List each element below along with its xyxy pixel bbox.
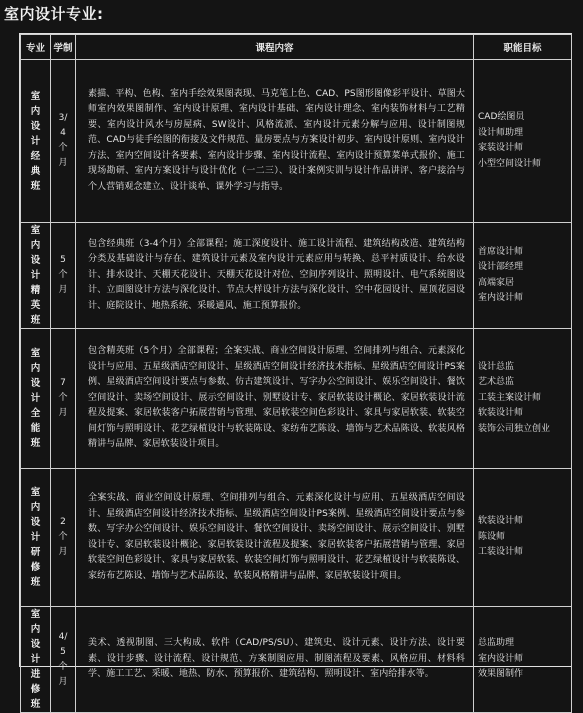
role-item: 艺术总监 xyxy=(478,377,515,388)
role-item: 软装设计师 xyxy=(478,516,524,527)
table-row xyxy=(21,223,572,329)
major-cell xyxy=(21,329,51,469)
term-value: 5个月 xyxy=(58,255,68,295)
role-cell xyxy=(474,223,572,329)
term-value: 2个月 xyxy=(58,517,68,557)
term-cell xyxy=(51,223,76,329)
major-name: 室内设计全能班 xyxy=(30,348,41,449)
term-cell xyxy=(51,329,76,469)
table-row xyxy=(21,329,572,469)
role-item: 软装设计师 xyxy=(478,408,524,419)
major-name: 室内设计进修班 xyxy=(30,609,41,710)
role-item: 工装主案设计师 xyxy=(478,392,542,403)
role-item: 小型空间设计师 xyxy=(478,158,542,169)
curriculum-table xyxy=(19,33,572,710)
course-content: 包含精英班（5个月）全部课程；全案实战、商业空间设计原理、空间排列与组合、元素深化设计与应用、五星级酒店空间设计、星级酒店空间设计经济技术指标、星级酒店空间设计PS案例、星级酒店空间设计要点与参数、仿古建筑设计、写字办公空间设计、娱乐空间设计、餐饮空间设计、卖场空间设计、展示空间设计、别墅设计专、家居软装设计概论、家居软装设计流程及提案、家居软装客户拓展营销与管理、家居软装空间色彩设计、家具与家居软装、软装空间灯饰与照明设计、花艺绿植设计与软装陈设、家纺布艺陈设、墙饰与艺术品陈设、软装风格精讲与品牌、家居软装设计项目。 xyxy=(76,329,474,469)
header-major: 专业 xyxy=(21,35,51,60)
page-title: 室内设计专业: xyxy=(4,5,104,23)
major-name: 室内设计研修班 xyxy=(30,487,41,588)
role-item: 设计部经理 xyxy=(478,262,524,272)
major-name: 室内设计经典班 xyxy=(30,90,41,192)
role-item: 室内设计师 xyxy=(478,653,524,664)
role-cell xyxy=(474,329,572,469)
role-item: 家装设计师 xyxy=(478,143,524,153)
course-content: 素描、平构、色构、室内手绘效果图表现、马克笔上色、CAD、PS图形图像彩平设计、草图大师室内效果图制作、室内设计原理、室内设计基础、室内设计理念、室内装饰材料与工艺精要、室内设计风水与房屋病、SW设计、风格流派、室内设计元素分解与应用、设计制图规范、CAD与徒手绘图的衔接及文件规范、量房要点与方案设计初步、室内设计原则、室内设计方法、室内空间设计各要素、室内设计步骤、室内设计流程、室内设计预算菜单式报价、施工现场勘研、室内方案设计与设计优化（一二三）、设计案例实训与设计作品讲评、客户接洽与个人营销观念建立、设计谈单、课外学习与指导。 xyxy=(76,60,474,223)
term-cell xyxy=(51,60,76,223)
term-value: 4/5个月 xyxy=(58,631,68,687)
role-item: 首席设计师 xyxy=(478,246,524,257)
table-header-row xyxy=(21,35,572,60)
role-item: 效果图制作 xyxy=(478,669,524,680)
term-value: 7个月 xyxy=(58,378,68,418)
role-item: 高端家居 xyxy=(478,277,515,288)
role-item: 总监助理 xyxy=(478,638,515,649)
role-item: 室内设计师 xyxy=(478,293,524,303)
term-cell xyxy=(51,469,76,607)
course-content: 全案实战、商业空间设计原理、空间排列与组合、元素深化设计与应用、五星级酒店空间设计、星级酒店空间设计经济技术指标、星级酒店空间设计PS案例、星级酒店空间设计要点与参数、写字办公空间设计、娱乐空间设计、餐饮空间设计、卖场空间设计、展示空间设计、别墅设计专、家居软装设计概论、家居软装设计流程及提案、家居软装客户拓展营销与管理、家居软装空间色彩设计、家具与家居软装、软装空间灯饰与照明设计、花艺绿植设计与软装陈设、家纺布艺陈设、墙饰与艺术品陈设、软装风格精讲与品牌、家居软装设计项目。 xyxy=(76,469,474,607)
header-term: 学制 xyxy=(51,35,76,60)
table-row xyxy=(21,60,572,223)
role-cell xyxy=(474,607,572,713)
role-item: CAD绘图员 xyxy=(478,112,525,122)
major-cell xyxy=(21,223,51,329)
role-item: 设计总监 xyxy=(478,361,515,372)
term-cell xyxy=(51,607,76,713)
role-item: 设计师助理 xyxy=(478,127,524,138)
table-row xyxy=(21,607,572,713)
header-role: 职能目标 xyxy=(474,35,572,60)
table-row xyxy=(21,469,572,607)
role-item: 装饰公司独立创业 xyxy=(478,423,551,434)
major-name: 室内设计精英班 xyxy=(30,225,41,326)
role-item: 工装设计师 xyxy=(478,547,524,558)
role-item: 陈设师 xyxy=(478,531,506,542)
header-course: 课程内容 xyxy=(76,35,474,60)
role-cell xyxy=(474,469,572,607)
major-cell xyxy=(21,60,51,223)
course-content: 包含经典班（3-4个月）全部课程；施工深度设计、施工设计流程、建筑结构改造、建筑结构分类及基础设计与存在、建筑设计元素及室内设计元素应用与转换、总平衬质设计、给水设计、排水设计、天棚天花设计、天棚天花设计对位、空间序列设计、照明设计、电气系统图设计、立面图设计方法与深化设计、节点大样设计方法与深化设计、空中花园设计、屋顶花园设计、庭院设计、地热系统、采暖通风、施工预算报价。 xyxy=(76,223,474,329)
major-cell xyxy=(21,469,51,607)
term-value: 3/4个月 xyxy=(58,113,68,168)
major-cell xyxy=(21,607,51,713)
course-content: 美术、透视制图、三大构成、软件（CAD/PS/SU）、建筑史、设计元素、设计方法、设计要素、设计步骤、设计流程、设计规范、方案制图应用、制图流程及要素、风格应用、材料科学、施工工艺、采暖、地热、防水、预算报价、建筑结构、照明设计、室内给排水等。 xyxy=(76,607,474,713)
role-cell xyxy=(474,60,572,223)
